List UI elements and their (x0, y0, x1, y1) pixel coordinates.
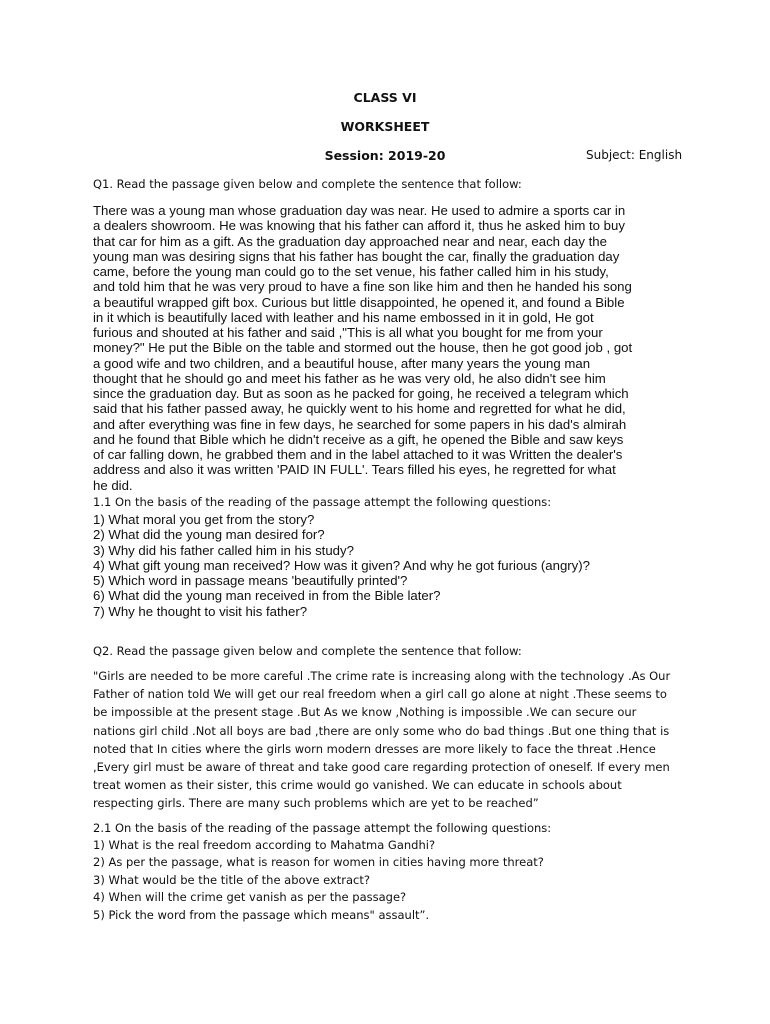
passage-line: thought that he should go and meet his father as he was very old, he also didn't see him (93, 370, 606, 386)
passage-line: a dealers showroom. He was knowing that his father can afford it, thus he asked him to buy (93, 218, 625, 234)
q1-question: 1) What moral you get from the story? (93, 512, 315, 527)
passage-line: noted that In cities where the girls worn modern dresses are more likely to face the threat .Hence (93, 741, 656, 756)
passage-line: be impossible at the present stage .But As we know ,Nothing is impossible .We can secure our (93, 705, 637, 720)
passage-line: young man was desiring signs that his father has bought the car, finally the graduation day (93, 248, 620, 264)
passage-line: nations girl child .Not all boys are bad ,there are only some who do bad things .But one thing that is (93, 723, 670, 738)
passage-line: There was a young man whose graduation day was near. He used to admire a sports car in (93, 203, 626, 218)
class-title: CLASS VI (353, 90, 417, 105)
q2-passage (93, 667, 670, 813)
q2-question: 5) Pick the word from the passage which means" assault”. (93, 907, 430, 922)
subject-label: Subject: English (586, 148, 683, 162)
q1-questions (93, 512, 590, 619)
q2-instruction: Q2. Read the passage given below and complete the sentence that follow: (93, 644, 522, 658)
session-label: Session: 2019-20 (324, 148, 446, 163)
q1-question: 4) What gift young man received? How was it given? And why he got furious (angry)? (93, 557, 590, 573)
q2-question: 4) When will the crime get vanish as per the passage? (93, 890, 407, 905)
q1-passage (93, 203, 683, 493)
passage-line: "Girls are needed to be more careful .The crime rate is increasing along with the technology .As Our (93, 669, 671, 683)
passage-line: and told him that he was very proud to have a fine son like him and then he handed his song (93, 279, 632, 295)
passage-line: since the graduation day. But as soon as he packed for going, he received a telegram which (93, 386, 629, 401)
passage-line: treat women as their sister, this crime would go vanished. We can educate in schools about (93, 778, 622, 793)
passage-line: said that his father passed away, he quickly went to his home and regretted for what he did, (93, 401, 626, 417)
passage-line: a beautiful wrapped gift box. Curious but little disappointed, he opened it, and found a Bible (93, 294, 625, 310)
q1-sub-instruction: 1.1 On the basis of the reading of the passage attempt the following questions: (93, 495, 552, 509)
passage-line: and he found that Bible which he didn't receive as a gift, he opened the Bible and saw keys (93, 431, 624, 447)
passage-line: ,Every girl must be aware of threat and take good care regarding protection of oneself. If every men (93, 760, 670, 775)
q1-question: 6) What did the young man received in from the Bible later? (93, 588, 441, 604)
passage-line: respecting girls. There are many such problems which are yet to be reached” (93, 796, 539, 811)
passage-line: came, before the young man could go to the set venue, his father called him in his study, (93, 264, 609, 279)
passage-line: of car falling down, he grabbed them and in the label attached to it was Written the dealer's (93, 447, 623, 462)
q2-sub-instruction: 2.1 On the basis of the reading of the passage attempt the following questions: (93, 821, 552, 835)
q1-question: 5) Which word in passage means 'beautifully printed'? (93, 573, 408, 588)
passage-line: Father of nation told We will get our real freedom when a girl call go alone at night .These seems to (93, 687, 667, 702)
q1-question: 2) What did the young man desired for? (93, 527, 325, 543)
worksheet-title: WORKSHEET (340, 119, 430, 134)
passage-line: furious and shouted at his father and said ,"This is all what you bought for me from your (93, 325, 603, 340)
q2-question: 3) What would be the title of the above extract? (93, 872, 370, 887)
q1-instruction: Q1. Read the passage given below and complete the sentence that follow: (93, 177, 522, 191)
q2-question: 2) As per the passage, what is reason for women in cities having more threat? (93, 855, 544, 870)
passage-line: he did. (93, 477, 133, 493)
passage-line: and after everything was fine in few days, he searched for some papers in his dad's almirah (93, 416, 627, 432)
q1-question: 3) Why did his father called him in his study? (93, 542, 354, 558)
passage-line: money?" He put the Bible on the table and stormed out the house, then he got good job , got (93, 340, 633, 356)
passage-line: a good wife and two children, and a beautiful house, after many years the young man (93, 355, 591, 371)
q2-question: 1) What is the real freedom according to Mahatma Gandhi? (93, 838, 436, 852)
passage-line: that car for him as a gift. As the graduation day approached near and near, each day the (93, 233, 607, 249)
q1-question: 7) Why he thought to visit his father? (93, 603, 308, 619)
q2-questions (93, 837, 544, 924)
passage-line: in it which is beautifully laced with leather and his name embossed in it in gold, He got (93, 309, 594, 325)
passage-line: address and also it was written 'PAID IN FULL'. Tears filled his eyes, he regretted for what (93, 462, 616, 478)
